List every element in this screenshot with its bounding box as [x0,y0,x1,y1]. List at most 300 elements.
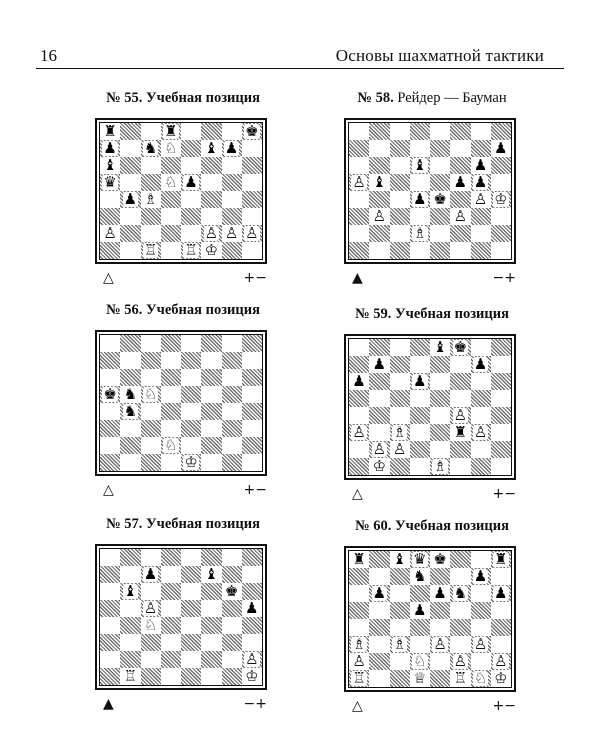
square-f4 [450,619,470,636]
square-d4 [161,617,181,634]
square-a8 [100,549,120,566]
white-pawn-icon: ♙ [204,224,219,242]
square-h5 [491,174,511,191]
square-d3 [410,636,430,653]
diagram-57 [78,516,288,712]
square-d5 [161,600,181,617]
square-h3 [242,634,262,651]
square-b3 [369,424,389,441]
square-b4 [120,403,140,420]
black-king-icon: ♚ [103,385,117,403]
black-pawn-icon: ♟ [372,355,387,373]
square-g7 [471,568,491,585]
white-knight-icon: ♘ [143,616,158,634]
square-a6 [349,157,369,174]
white-rook-icon: ♖ [123,667,138,685]
black-bishop-icon: ♝ [204,565,219,583]
square-g3 [222,634,242,651]
square-e5 [181,174,201,191]
white-knight-icon: ♘ [164,139,178,157]
black-pawn-icon: ♟ [352,372,366,390]
square-c2 [390,441,410,458]
square-e2 [430,441,450,458]
square-e7 [181,352,201,369]
square-e6 [181,157,201,174]
square-c7 [390,140,410,157]
black-knight-icon: ♞ [123,402,138,420]
black-pawn-icon: ♟ [473,567,488,585]
square-h3 [242,420,262,437]
white-bishop-icon: ♗ [392,635,407,653]
square-c5 [141,600,161,617]
square-f4 [201,617,221,634]
square-a7 [349,140,369,157]
square-d4 [161,403,181,420]
square-h1 [242,668,262,685]
square-a8 [349,551,369,568]
square-c8 [390,123,410,140]
square-b7 [120,352,140,369]
eval-right: +− [243,482,267,498]
square-a6 [100,369,120,386]
square-g3 [471,424,491,441]
square-e8 [430,123,450,140]
square-e4 [430,407,450,424]
white-pawn-icon: ♙ [433,635,447,653]
square-d2 [410,653,430,670]
white-pawn-icon: ♙ [143,599,158,617]
white-rook-icon: ♖ [143,241,158,259]
square-e8 [181,123,201,140]
square-c2 [141,437,161,454]
square-c1 [390,670,410,687]
square-e5 [430,390,450,407]
chess-board [99,334,263,472]
chess-board [348,550,512,688]
square-h6 [242,369,262,386]
square-d6 [161,157,181,174]
square-a5 [349,174,369,191]
square-c4 [141,617,161,634]
black-pawn-icon: ♟ [103,139,117,157]
square-g1 [222,242,242,259]
square-a4 [100,191,120,208]
black-bishop-icon: ♝ [433,338,447,356]
square-f8 [450,339,470,356]
diagram-number: № 58. [357,90,394,106]
square-c1 [141,668,161,685]
white-knight-icon: ♘ [473,669,488,687]
square-h6 [491,585,511,602]
square-e5 [430,174,450,191]
square-d1 [410,670,430,687]
white-king-icon: ♔ [245,667,259,685]
square-b2 [369,225,389,242]
square-g6 [471,585,491,602]
square-f7 [201,140,221,157]
square-c5 [141,386,161,403]
square-d6 [410,585,430,602]
square-e7 [181,140,201,157]
white-rook-icon: ♖ [184,241,198,259]
white-bishop-icon: ♗ [143,190,158,208]
white-rook-icon: ♖ [453,669,468,687]
square-e4 [181,403,201,420]
square-a5 [100,174,120,191]
square-e2 [181,437,201,454]
square-a3 [100,420,120,437]
page-number: 16 [40,46,57,65]
square-c8 [141,123,161,140]
chess-board [348,122,512,260]
square-a7 [349,568,369,585]
chess-board-frame [95,330,267,476]
square-d5 [410,602,430,619]
square-a8 [100,335,120,352]
square-g4 [471,191,491,208]
square-h3 [491,208,511,225]
square-e6 [430,585,450,602]
square-g5 [471,174,491,191]
square-f2 [201,437,221,454]
square-c3 [390,636,410,653]
chess-board [348,338,512,476]
square-e4 [430,619,450,636]
square-f8 [450,551,470,568]
square-b3 [120,208,140,225]
diagram-caption [327,90,537,108]
square-a4 [100,617,120,634]
square-b7 [369,568,389,585]
square-f3 [450,424,470,441]
square-b1 [369,242,389,259]
square-d1 [161,454,181,471]
square-g4 [471,407,491,424]
square-e1 [430,242,450,259]
diagram-caption [78,302,288,320]
square-c7 [390,568,410,585]
square-b8 [369,551,389,568]
square-d2 [161,437,181,454]
square-b5 [369,390,389,407]
square-h8 [491,123,511,140]
square-e1 [430,670,450,687]
chess-board-frame [344,546,516,692]
square-d7 [161,566,181,583]
square-f4 [450,407,470,424]
square-g8 [471,123,491,140]
square-c5 [141,174,161,191]
square-h2 [242,651,262,668]
square-g5 [222,600,242,617]
square-b2 [120,437,140,454]
black-pawn-icon: ♟ [494,139,508,157]
square-b6 [120,583,140,600]
square-f3 [201,208,221,225]
square-e2 [181,651,201,668]
square-e7 [430,356,450,373]
square-d7 [410,568,430,585]
diagram-58 [327,90,537,286]
square-a2 [100,651,120,668]
square-g3 [471,208,491,225]
black-pawn-icon: ♟ [372,584,387,602]
square-f7 [450,356,470,373]
square-c3 [141,420,161,437]
square-f6 [450,157,470,174]
square-c8 [141,335,161,352]
diagram-title: Учебная позиция [146,302,260,318]
diagram-number: № 56. [106,302,143,318]
square-b6 [369,585,389,602]
square-a7 [349,356,369,373]
square-c6 [390,585,410,602]
square-h1 [242,454,262,471]
square-h2 [491,441,511,458]
square-h8 [242,549,262,566]
black-pawn-icon: ♟ [453,173,468,191]
square-h8 [491,551,511,568]
square-d4 [161,191,181,208]
black-king-icon: ♚ [245,122,259,140]
square-d5 [161,174,181,191]
square-d1 [161,242,181,259]
black-bishop-icon: ♝ [372,173,387,191]
square-b3 [120,420,140,437]
square-b7 [369,356,389,373]
square-e4 [181,617,201,634]
square-h7 [491,140,511,157]
square-c3 [390,424,410,441]
diagram-caption [327,518,537,536]
diagram-60 [327,518,537,714]
square-f3 [201,634,221,651]
black-pawn-icon: ♟ [413,190,427,208]
square-h1 [491,670,511,687]
square-f2 [450,225,470,242]
square-e5 [181,386,201,403]
square-e1 [430,458,450,475]
square-c6 [141,157,161,174]
square-a4 [349,619,369,636]
white-knight-icon: ♘ [413,652,427,670]
square-a2 [349,441,369,458]
black-rook-icon: ♜ [164,122,178,140]
square-d6 [161,369,181,386]
square-b8 [369,123,389,140]
square-h8 [491,339,511,356]
square-a1 [100,242,120,259]
square-e1 [181,242,201,259]
square-g7 [471,356,491,373]
square-d4 [410,407,430,424]
diagram-59 [327,306,537,502]
square-a1 [349,670,369,687]
square-a4 [349,407,369,424]
white-bishop-icon: ♗ [413,224,427,242]
white-bishop-icon: ♗ [433,457,447,475]
black-king-icon: ♚ [433,550,447,568]
square-f5 [450,174,470,191]
eval-left: △ [103,482,114,498]
square-f8 [450,123,470,140]
square-f6 [450,373,470,390]
square-a4 [100,403,120,420]
square-f6 [201,583,221,600]
white-pawn-icon: ♙ [473,635,488,653]
square-e4 [181,191,201,208]
square-b2 [120,225,140,242]
square-d1 [410,242,430,259]
square-a8 [349,339,369,356]
square-h3 [491,636,511,653]
square-f4 [450,191,470,208]
chess-board-frame [344,334,516,480]
square-d6 [161,583,181,600]
square-c1 [141,454,161,471]
square-f8 [201,123,221,140]
square-c1 [390,242,410,259]
square-e2 [181,225,201,242]
square-e4 [430,191,450,208]
square-e8 [430,551,450,568]
square-b6 [369,373,389,390]
square-h4 [491,619,511,636]
square-f5 [450,602,470,619]
square-a7 [100,566,120,583]
square-c6 [141,583,161,600]
square-d3 [410,424,430,441]
black-rook-icon: ♜ [352,550,366,568]
square-e2 [430,653,450,670]
square-h4 [242,617,262,634]
square-h5 [242,600,262,617]
square-a5 [349,390,369,407]
square-b8 [120,549,140,566]
square-h2 [242,437,262,454]
square-c8 [390,551,410,568]
square-e3 [181,634,201,651]
square-d4 [410,619,430,636]
square-a3 [100,634,120,651]
square-h5 [491,390,511,407]
eval-right: +− [243,270,267,286]
white-pawn-icon: ♙ [372,440,387,458]
diagram-number: № 57. [106,516,143,532]
black-rook-icon: ♜ [453,423,468,441]
square-g7 [222,566,242,583]
square-d7 [161,352,181,369]
header-rule [36,68,564,69]
white-pawn-icon: ♙ [453,652,468,670]
square-e8 [430,339,450,356]
square-g8 [471,339,491,356]
square-e2 [430,225,450,242]
square-f6 [201,157,221,174]
square-b5 [369,602,389,619]
square-g2 [222,651,242,668]
black-bishop-icon: ♝ [392,550,407,568]
square-g2 [222,437,242,454]
square-h7 [491,568,511,585]
square-h7 [242,566,262,583]
square-d8 [161,123,181,140]
white-pawn-icon: ♙ [103,224,117,242]
square-a1 [100,668,120,685]
square-a7 [100,352,120,369]
square-h8 [242,335,262,352]
square-e3 [430,208,450,225]
square-b6 [120,369,140,386]
diagram-caption [327,306,537,324]
square-c3 [141,208,161,225]
square-g5 [222,386,242,403]
chess-board-frame [95,118,267,264]
square-f6 [450,585,470,602]
square-b3 [369,208,389,225]
square-g3 [471,636,491,653]
square-e7 [181,566,201,583]
square-b1 [120,454,140,471]
white-king-icon: ♔ [494,190,508,208]
square-d1 [161,668,181,685]
black-pawn-icon: ♟ [473,156,488,174]
square-d2 [410,225,430,242]
square-a2 [100,225,120,242]
square-a7 [100,140,120,157]
square-a6 [100,157,120,174]
square-c6 [141,369,161,386]
eval-left: ▲ [103,696,114,712]
square-d8 [161,549,181,566]
square-h7 [242,352,262,369]
square-d3 [410,208,430,225]
square-f5 [201,386,221,403]
square-h1 [491,242,511,259]
diagram-number: № 60. [355,518,392,534]
square-a2 [100,437,120,454]
black-queen-icon: ♛ [103,173,117,191]
square-e1 [181,668,201,685]
square-d2 [410,441,430,458]
square-b2 [369,653,389,670]
square-c3 [141,634,161,651]
square-b6 [120,157,140,174]
square-g7 [471,140,491,157]
square-e3 [430,636,450,653]
white-pawn-icon: ♙ [473,190,488,208]
black-pawn-icon: ♟ [245,599,259,617]
square-g8 [222,123,242,140]
square-a3 [349,424,369,441]
square-c5 [390,390,410,407]
square-b7 [369,140,389,157]
square-d7 [410,356,430,373]
square-c7 [141,140,161,157]
square-b3 [369,636,389,653]
square-b5 [120,600,140,617]
square-h5 [242,386,262,403]
square-a8 [349,123,369,140]
square-c2 [141,651,161,668]
diagram-title: Учебная позиция [146,516,260,532]
black-pawn-icon: ♟ [473,355,488,373]
square-f5 [450,390,470,407]
square-h2 [491,225,511,242]
square-g2 [471,653,491,670]
square-g6 [222,369,242,386]
square-c8 [141,549,161,566]
